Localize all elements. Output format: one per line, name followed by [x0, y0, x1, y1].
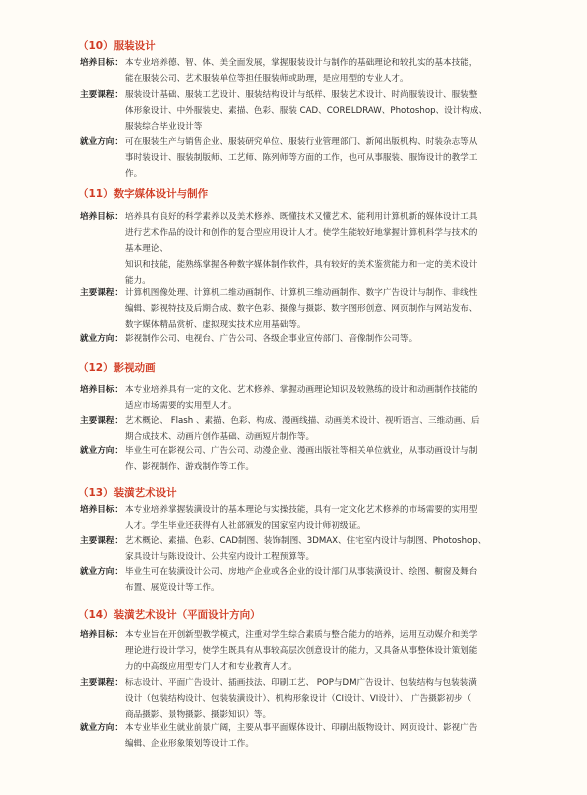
text-line: 本专业旨在开创新型教学模式，注重对学生综合素质与整合能力的培养，运用互动媒介和美学: [125, 630, 478, 640]
text-line: 知识和技能，能熟练掌握各种数字媒体制作软件，具有较好的美术鉴赏能力和一定的美术设计: [125, 260, 478, 270]
row-label: 主要课程：: [80, 416, 123, 426]
text-line: 培养具有良好的科学素养以及美术修养、既懂技术又懂艺术、能利用计算机新的媒体设计工具: [125, 212, 478, 222]
text-line: 期合成技术、动画片创作基础、动画短片制作等。: [125, 432, 315, 442]
row-label: 就业方向：: [80, 567, 123, 577]
text-line: 进行艺术作品的设计和创作的复合型应用设计人才。使学生能较好地掌握计算机科学与技术的: [125, 228, 478, 238]
text-line: 数字媒体精品赏析、虚拟现实技术应用基础等。: [125, 320, 306, 330]
text-line: 可在服装生产与销售企业、服装研究单位、服装行业管理部门、新闻出版机构、时装杂志等从: [125, 137, 478, 147]
text-line: 体形象设计、中外服装史、素描、色彩、服装 CAD、CORELDRAW、Photoshop、设计构成、: [125, 106, 488, 116]
text-line: 能在服装公司、艺术服装单位等担任服装师或助理，是应用型的专业人才。: [125, 74, 409, 84]
text-line: 影视制作公司、电视台、广告公司、各级企事业宣传部门、音像制作公司等。: [125, 334, 418, 344]
row-label: 就业方向：: [80, 334, 123, 344]
text-line: 本专业培养掌握装潢设计的基本理论与实操技能，具有一定文化艺术修养的市场需要的实用型: [125, 505, 478, 515]
text-line: 编辑、影视特技及后期合成、数字色彩、摄像与摄影、数字图形创意、网页制作与网站发布、: [125, 304, 478, 314]
text-line: 服装设计基础、服装工艺设计、服装结构设计与纸样、服装艺术设计、时尚服装设计、服装整: [125, 90, 478, 100]
text-line: 商品摄影、景物摄影、摄影知识）等。: [125, 710, 272, 720]
row-label: 主要课程：: [80, 678, 123, 688]
text-line: 作、影视制作、游戏制作等工作。: [125, 462, 254, 472]
text-line: 力的中高级应用型专门人才和专业教育人才。: [125, 662, 297, 672]
text-line: 作。: [125, 169, 143, 179]
row-label: 就业方向：: [80, 137, 123, 147]
text-line: 基本理论、: [125, 244, 168, 254]
row-label: 培养目标：: [80, 385, 123, 395]
text-line: 毕业生可在装潢设计公司、房地产企业或各企业的设计部门从事装潢设计、绘图、橱窗及舞台: [125, 567, 478, 577]
row-label: 就业方向：: [80, 446, 123, 456]
section-title: （11）数字媒体设计与制作: [78, 188, 209, 200]
text-line: 布置、展览设计等工作。: [125, 583, 220, 593]
text-line: 本专业培养具有一定的文化、艺术修养、掌握动画理论知识及较熟练的设计和动画制作技能的: [125, 385, 478, 395]
text-line: 事时装设计、服装制版师、工艺师、陈列师等方面的工作，也可从事服装、服饰设计的教学工: [125, 153, 478, 163]
text-line: 人才。学生毕业还获得有人社部颁发的国家室内设计师初级证。: [125, 521, 366, 531]
text-line: 计算机图像处理、计算机二维动画制作、计算机三维动画制作、数字广告设计与制作、非线性: [125, 288, 478, 298]
section-title: （13）装潢艺术设计: [78, 487, 177, 499]
text-line: 本专业毕业生就业前景广阔，主要从事平面媒体设计、印刷出版物设计、网页设计、影视广告: [125, 723, 478, 733]
row-label: 培养目标：: [80, 505, 123, 515]
text-line: 服装综合毕业设计等: [125, 122, 203, 132]
row-label: 主要课程：: [80, 90, 123, 100]
text-line: 标志设计、平面广告设计、插画技法、印刷工艺、 POP与DM广告设计、包装结构与包装装潢: [125, 678, 477, 688]
section-title: （14）装潢艺术设计（平面设计方向）: [78, 609, 261, 621]
text-line: 理论进行设计学习，使学生既具有从事较高层次创意设计的能力，又具备从事整体设计策划能: [125, 646, 478, 656]
row-label: 培养目标：: [80, 630, 123, 640]
row-label: 主要课程：: [80, 536, 123, 546]
text-line: 艺术概论、素描、色彩、CAD制图、装饰制图、3DMAX、住宅室内设计与制图、Photoshop、: [125, 536, 487, 546]
text-line: 毕业生可在影视公司、广告公司、动漫企业、漫画出版社等相关单位就业，从事动画设计与制: [125, 446, 478, 456]
text-line: 设计（包装结构设计、包装装潢设计）、机构形象设计（CI设计、VI设计）、 广告摄影初步（: [125, 694, 472, 704]
section-title: （12）影视动画: [78, 362, 156, 374]
text-line: 本专业培养德、智、体、美全面发展，掌握服装设计与制作的基础理论和较扎实的基本技能，: [125, 58, 478, 68]
text-line: 艺术概论、 Flash 、素描、色彩、构成、漫画线描、动画美术设计、视听语言、三维动画、后: [125, 416, 480, 426]
row-label: 就业方向：: [80, 723, 123, 733]
text-line: 能力。: [125, 276, 151, 286]
row-label: 培养目标：: [80, 58, 123, 68]
row-label: 培养目标：: [80, 212, 123, 222]
section-title: （10）服装设计: [78, 40, 156, 52]
text-line: 编辑、企业形象策划等设计工作。: [125, 739, 254, 749]
text-line: 适应市场需要的实用型人才。: [125, 401, 237, 411]
text-line: 家具设计与陈设设计、公共室内设计工程预算等。: [125, 552, 315, 562]
row-label: 主要课程：: [80, 288, 123, 298]
